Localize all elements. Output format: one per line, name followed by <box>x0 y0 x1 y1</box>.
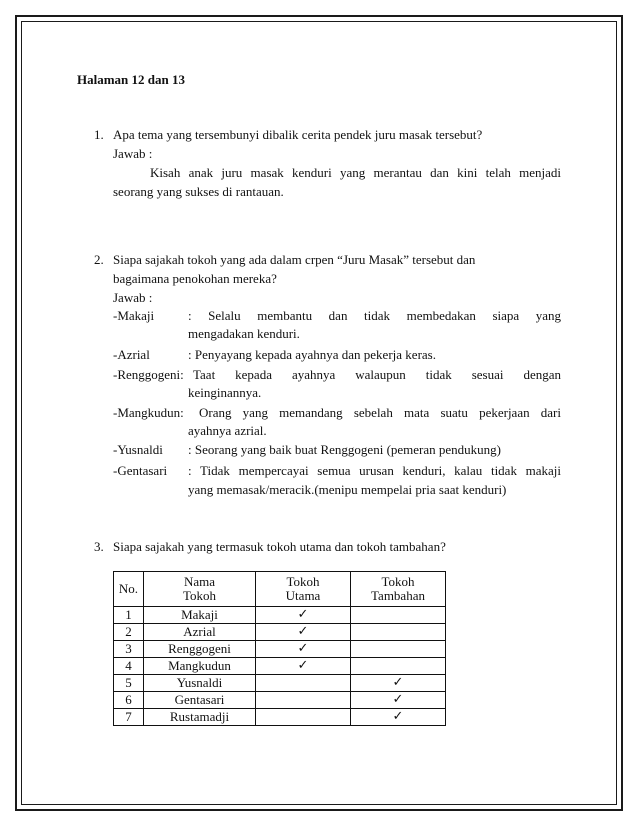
q1-question: Apa tema yang tersembunyi dibalik cerita pendek juru masak tersebut? <box>113 127 483 142</box>
header-no: No. <box>114 572 144 607</box>
character-desc-line1: : Tidak mempercayai semua urusan kenduri, kalau tidak makaji <box>188 463 561 478</box>
cell-no: 5 <box>114 675 144 692</box>
cell-tambahan-check <box>351 658 446 675</box>
cell-nama: Rustamadji <box>144 709 256 726</box>
character-name: -Renggogeni: <box>113 367 184 382</box>
table-header-row <box>114 572 446 607</box>
header-nama-line1: Nama <box>183 574 216 589</box>
table-row <box>114 709 446 726</box>
character-name: -Gentasari <box>113 463 168 478</box>
cell-tambahan-check <box>351 607 446 624</box>
cell-utama-check: ✓ <box>256 658 351 675</box>
q3-number: 3. <box>94 539 104 554</box>
table-row <box>114 624 446 641</box>
cell-tambahan-check <box>351 641 446 658</box>
character-desc-line1: Orang yang memandang sebelah mata suatu pekerjaan dari <box>199 405 561 420</box>
header-nama-line2: Tokoh <box>182 588 217 603</box>
character-name: -Yusnaldi <box>113 442 163 457</box>
character-desc-line2: keinginannya. <box>188 385 262 400</box>
cell-nama: Yusnaldi <box>144 675 256 692</box>
q1-answer-line2: seorang yang sukses di rantauan. <box>113 184 284 199</box>
character-desc-line2: ayahnya azrial. <box>188 423 267 438</box>
cell-utama-check: ✓ <box>256 641 351 658</box>
header-nama <box>144 572 256 607</box>
q2-jawab: Jawab : <box>113 290 153 305</box>
q1-jawab: Jawab : <box>113 146 153 161</box>
cell-no: 7 <box>114 709 144 726</box>
cell-no: 2 <box>114 624 144 641</box>
header-tambahan <box>351 572 446 607</box>
cell-utama-check <box>256 692 351 709</box>
table-row <box>114 641 446 658</box>
cell-nama: Mangkudun <box>144 658 256 675</box>
cell-nama: Makaji <box>144 607 256 624</box>
header-utama-line2: Utama <box>285 588 321 603</box>
table-row <box>114 692 446 709</box>
character-name: -Mangkudun: <box>113 405 184 420</box>
q2-question-line1: Siapa sajakah tokoh yang ada dalam crpen “Juru Masak” tersebut dan <box>113 252 476 267</box>
q1-number: 1. <box>94 127 104 142</box>
cell-utama-check <box>256 675 351 692</box>
cell-no: 1 <box>114 607 144 624</box>
q2-number: 2. <box>94 252 104 267</box>
character-desc-line1: : Penyayang kepada ayahnya dan pekerja keras. <box>188 347 436 362</box>
character-name: -Azrial <box>113 347 150 362</box>
q3-question: Siapa sajakah yang termasuk tokoh utama dan tokoh tambahan? <box>113 539 446 554</box>
table-row <box>114 607 446 624</box>
header-utama <box>256 572 351 607</box>
header-tambahan-line1: Tokoh <box>381 574 415 589</box>
q1-answer-line1: Kisah anak juru masak kenduri yang merantau dan kini telah menjadi <box>150 165 561 180</box>
q2-question-line2: bagaimana penokohan mereka? <box>113 271 277 286</box>
character-desc-line1: : Selalu membantu dan tidak membedakan siapa yang <box>188 308 561 323</box>
cell-no: 4 <box>114 658 144 675</box>
cell-no: 3 <box>114 641 144 658</box>
page-heading: Halaman 12 dan 13 <box>77 72 185 87</box>
table-row <box>114 658 446 675</box>
character-name: -Makaji <box>113 308 155 323</box>
cell-tambahan-check: ✓ <box>351 709 446 726</box>
cell-tambahan-check: ✓ <box>351 692 446 709</box>
cell-utama-check <box>256 709 351 726</box>
character-desc-line2: yang memasak/meracik.(menipu mempelai pria saat kenduri) <box>188 482 507 497</box>
cell-nama: Gentasari <box>144 692 256 709</box>
cell-no: 6 <box>114 692 144 709</box>
cell-utama-check: ✓ <box>256 624 351 641</box>
cell-nama: Renggogeni <box>144 641 256 658</box>
character-desc-line1: Taat kepada ayahnya walaupun tidak sesuai dengan <box>193 367 561 382</box>
cell-utama-check: ✓ <box>256 607 351 624</box>
cell-nama: Azrial <box>144 624 256 641</box>
tokoh-table <box>113 571 446 726</box>
character-desc-line1: : Seorang yang baik buat Renggogeni (pemeran pendukung) <box>188 442 501 457</box>
character-desc-line2: mengadakan kenduri. <box>188 326 300 341</box>
header-tambahan-line2: Tambahan <box>371 588 425 603</box>
cell-tambahan-check: ✓ <box>351 675 446 692</box>
cell-tambahan-check <box>351 624 446 641</box>
table-row <box>114 675 446 692</box>
header-utama-line1: Tokoh <box>286 574 320 589</box>
